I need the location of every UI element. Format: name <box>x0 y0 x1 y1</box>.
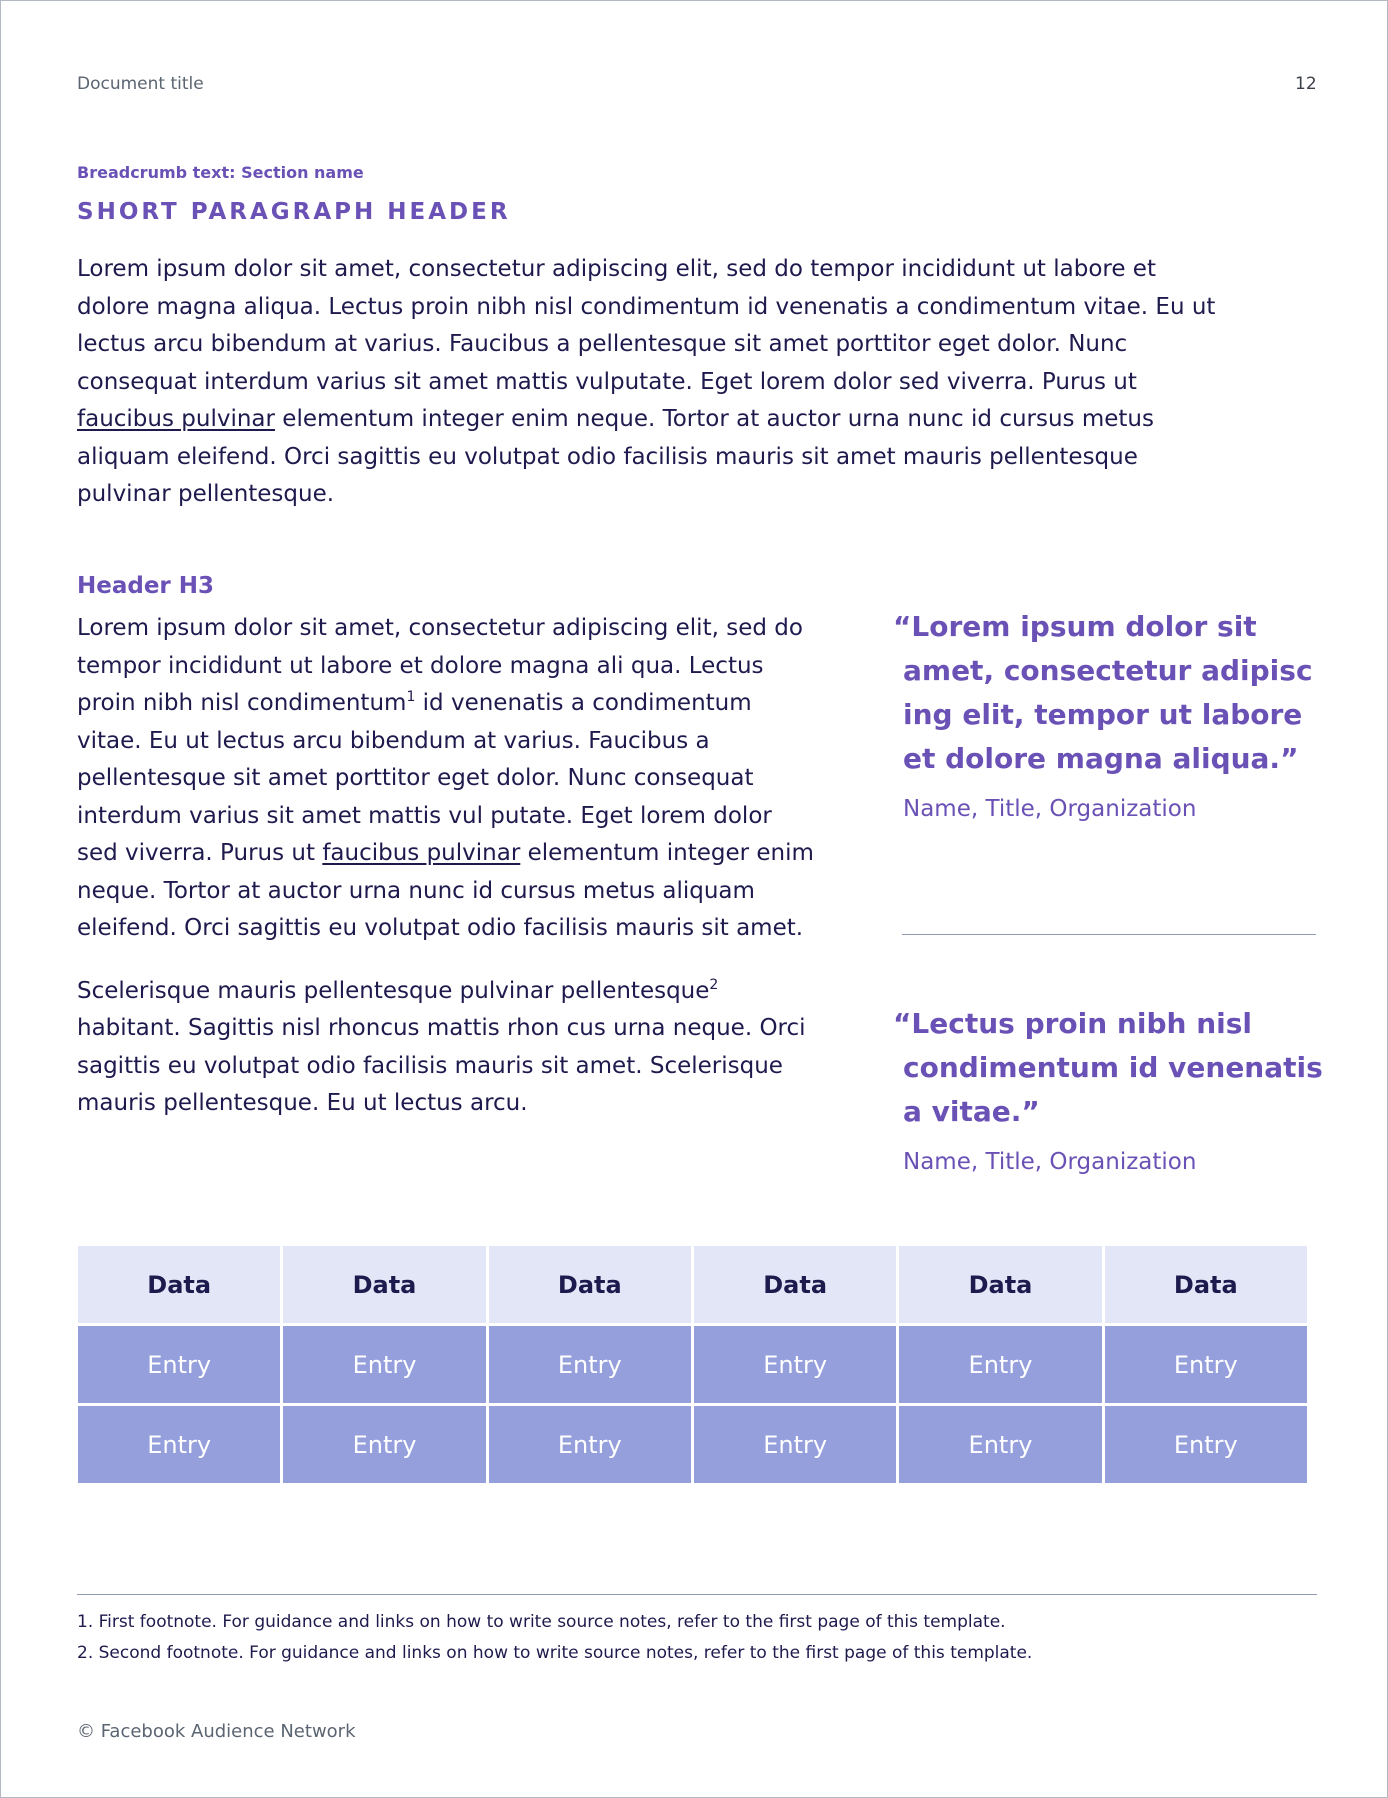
table-header-cell: Data <box>78 1246 280 1323</box>
table-cell: Entry <box>899 1326 1101 1403</box>
table-cell: Entry <box>78 1406 280 1483</box>
table-cell: Entry <box>1105 1326 1307 1403</box>
table-cell: Entry <box>283 1326 485 1403</box>
table-row <box>78 1406 1307 1483</box>
body-text: Lorem ipsum dolor sit amet, consectetur adipiscing elit, sed do tempor incididunt ut labore et dolore magna ali qua. Lectus proin nibh nisl condimentum <box>77 615 803 716</box>
pull-quote <box>893 1002 1333 1178</box>
footnotes <box>77 1607 1032 1669</box>
table-cell: Entry <box>489 1326 691 1403</box>
document-title: Document title <box>77 74 204 94</box>
body-column <box>77 610 817 1123</box>
subsection-header: Header H3 <box>77 573 215 599</box>
table-cell: Entry <box>1105 1406 1307 1483</box>
intro-paragraph <box>77 251 1227 514</box>
table-header-cell: Data <box>283 1246 485 1323</box>
table-cell: Entry <box>694 1406 896 1483</box>
quote-attribution: Name, Title, Organization <box>903 1149 1197 1175</box>
quote-divider <box>902 934 1316 935</box>
table-header-cell: Data <box>899 1246 1101 1323</box>
footnote-ref-1[interactable]: 1 <box>406 689 416 705</box>
table-cell: Entry <box>899 1406 1101 1483</box>
body-text: Scelerisque mauris pellentesque pulvinar pellentesque <box>77 977 710 1004</box>
footnote-2: 2. Second footnote. For guidance and links on how to write source notes, refer to the first page of this template. <box>77 1643 1033 1663</box>
table-cell: Entry <box>489 1406 691 1483</box>
body-paragraph <box>77 973 817 1123</box>
page-number: 12 <box>1295 74 1317 94</box>
quote-attribution: Name, Title, Organization <box>903 796 1197 822</box>
table-row <box>78 1326 1307 1403</box>
footnote-1: 1. First footnote. For guidance and links on how to write source notes, refer to the first page of this template. <box>77 1612 1006 1632</box>
body-paragraph <box>77 610 817 948</box>
body-text: id venenatis a condimentum vitae. Eu ut lectus arcu bibendum at varius. Faucibus a pellentesque sit amet porttitor eget dolor. Nunc consequat interdum varius sit amet mattis vul putate. Eget lorem dolor sed viverra. Purus ut <box>77 690 772 866</box>
section-header: SHORT PARAGRAPH HEADER <box>77 199 511 225</box>
quote-text: “Lorem ipsum dolor sit amet, consectetur adipisc ing elit, tempor ut labore et dolore magna aliqua.” <box>893 610 1313 775</box>
body-text: habitant. Sagittis nisl rhoncus mattis rhon cus urna neque. Orci sagittis eu volutpat odio facilisis mauris sit amet. Scelerisque mauris pellentesque. Eu ut lectus arcu. <box>77 1015 806 1116</box>
table-header-cell: Data <box>694 1246 896 1323</box>
table-cell: Entry <box>694 1326 896 1403</box>
pull-quote <box>893 605 1333 825</box>
table-header-cell: Data <box>489 1246 691 1323</box>
table-cell: Entry <box>283 1406 485 1483</box>
table-cell: Entry <box>78 1326 280 1403</box>
table-header-cell: Data <box>1105 1246 1307 1323</box>
intro-text: Lorem ipsum dolor sit amet, consectetur adipiscing elit, sed do tempor incididunt ut labore et dolore magna aliqua. Lectus proin nibh nisl condimentum id venenatis a condimentum vitae. Eu ut lectus arcu bibendum at varius. Faucibus a pellentesque sit amet porttitor eget dolor. Nunc consequat interdum varius sit amet mattis vulputate. Eget lorem dolor sed viverra. Purus ut <box>77 256 1216 395</box>
body-text: elementum integer enim neque. Tortor at auctor urna nunc id cursus metus aliquam eleifend. Orci sagittis eu volutpat odio facilisis mauris sit amet. <box>77 840 814 941</box>
body-link[interactable]: faucibus pulvinar <box>322 840 521 866</box>
footnote-ref-2[interactable]: 2 <box>709 976 719 993</box>
data-table <box>75 1243 1310 1486</box>
copyright: © Facebook Audience Network <box>77 1721 356 1742</box>
table-header-row <box>78 1246 1307 1323</box>
breadcrumb: Breadcrumb text: Section name <box>77 163 364 182</box>
footnote-divider <box>77 1594 1317 1595</box>
intro-text-end: elementum integer enim neque. Tortor at auctor urna nunc id cursus metus aliquam eleifend. Orci sagittis eu volutpat odio facilisis mauris sit amet mauris pellentesque pulvinar pellentesque. <box>77 406 1154 507</box>
intro-link[interactable]: faucibus pulvinar <box>77 406 275 432</box>
quote-text: “Lectus proin nibh nisl condimentum id venenatis a vitae.” <box>893 1007 1323 1128</box>
